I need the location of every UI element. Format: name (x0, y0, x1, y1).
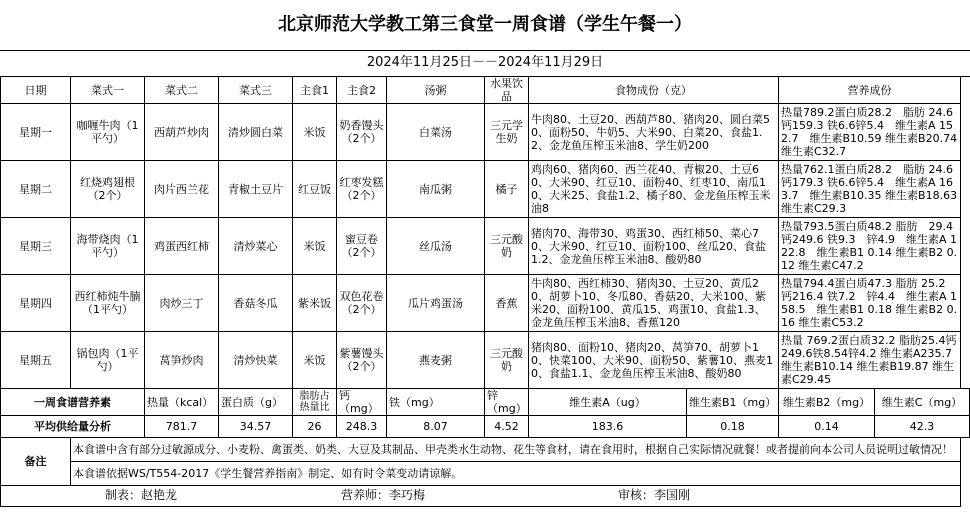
vitc-label: 维生素C（mg） (875, 389, 970, 416)
table-row (1, 218, 970, 275)
nutrition-cell: 热量793.5蛋白质48.2 脂肪 29.4 钙249.6 铁9.3 锌4.9 维生素A 122.8 维生素B1 0.14 维生素B2 0.12 维生素C47.2 (779, 218, 961, 275)
dish3-cell: 青椒土豆片 (219, 161, 293, 218)
soup-cell: 丝瓜汤 (387, 218, 485, 275)
dish1-cell: 锅包肉（1平勺） (71, 332, 145, 389)
dish2-cell: 肉炒三丁 (145, 275, 219, 332)
dietitian-signature: 营养师：李巧梅 (341, 488, 426, 502)
staple2-cell: 奶香馒头（2个） (337, 104, 387, 161)
dish1-cell: 海带烧肉（1平勺） (71, 218, 145, 275)
protein-label: 蛋白质（g） (219, 389, 293, 416)
dish2-cell: 西葫芦炒肉 (145, 104, 219, 161)
vita-value: 183.6 (529, 416, 687, 438)
nutrition-cell: 热量 769.2蛋白质32.2 脂肪25.4钙249.6铁8.54锌4.2 维生素A235.7 维生素B10.14 维生素B19.87 维生素C29.45 (779, 332, 961, 389)
staple1-cell: 米饭 (293, 332, 337, 389)
header-nutrition: 营养成份 (779, 77, 961, 104)
ingredients-cell: 牛肉80、西红柿30、猪肉30、土豆20、黄瓜20、胡萝卜10、冬瓜80、香菇20、大米100、紫米20、面粉100、黄瓜15、鸡蛋10、食盐1.3、金龙鱼压榨玉米油8、香蕉120 (529, 275, 779, 332)
ingredients-cell: 猪肉70、海带30、鸡蛋30、西红柿50、菜心70、大米90、红豆10、面粉100、丝瓜20、食盐1.2、金龙鱼压榨玉米油8、酸奶80 (529, 218, 779, 275)
calcium-label: 钙（mg） (337, 389, 387, 416)
header-soup: 汤粥 (387, 77, 485, 104)
calcium-value: 248.3 (337, 416, 387, 438)
header-staple1: 主食1 (293, 77, 337, 104)
vitb1-value: 0.18 (687, 416, 779, 438)
staple2-cell: 双色花卷（2个） (337, 275, 387, 332)
staple1-cell: 红豆饭 (293, 161, 337, 218)
day-cell: 星期二 (1, 161, 71, 218)
fruit-cell: 香蕉 (485, 275, 529, 332)
soup-cell: 南瓜粥 (387, 161, 485, 218)
soup-cell: 燕麦粥 (387, 332, 485, 389)
soup-cell: 瓜片鸡蛋汤 (387, 275, 485, 332)
header-row (1, 77, 970, 104)
staple1-cell: 米饭 (293, 218, 337, 275)
header-ingredients: 食物成份（克） (529, 77, 779, 104)
remarks-allergen: 本食谱中含有部分过敏源成分、小麦粉、禽蛋类、奶类、大豆及其制品、甲壳类水生动物、花生等食材，请在食用时，根据自己实际情况就餐！或者提前向本公司人员说明过敏情况！ (71, 438, 961, 462)
ingredients-cell: 牛肉80、土豆20、西葫芦80、猪肉20、圆白菜50、面粉50、牛奶5、大米90、白菜20、食盐1.2、金龙鱼压榨玉米油8、学生奶200 (529, 104, 779, 161)
zinc-value: 4.52 (485, 416, 529, 438)
table-row (1, 332, 970, 389)
header-day: 日期 (1, 77, 71, 104)
vita-label: 维生素A（ug） (529, 389, 687, 416)
date-range: 2024年11月25日－－2024年11月29日 (0, 50, 970, 77)
remarks-row-2 (1, 462, 970, 486)
day-cell: 星期一 (1, 104, 71, 161)
day-cell: 星期四 (1, 275, 71, 332)
vitc-value: 42.3 (875, 416, 970, 438)
dish3-cell: 清炒菜心 (219, 218, 293, 275)
energy-label: 热量（kcal） (145, 389, 219, 416)
vitb1-label: 维生素B1（mg） (687, 389, 779, 416)
dish2-cell: 鸡蛋西红柿 (145, 218, 219, 275)
iron-label: 铁（mg） (387, 389, 485, 416)
header-fruit: 水果饮品 (485, 77, 529, 104)
fat-label: 脂肪占热量比 (293, 389, 337, 416)
staple1-cell: 紫米饭 (293, 275, 337, 332)
table-row (1, 275, 970, 332)
zinc-label: 锌（mg） (485, 389, 529, 416)
ingredients-cell: 猪肉80、面粉10、猪肉20、莴笋70、胡萝卜10、快菜100、大米90、面粉50、紫薯10、燕麦10、食盐1.1、金龙鱼压榨玉米油8、酸奶80 (529, 332, 779, 389)
vitb2-value: 0.14 (779, 416, 875, 438)
header-dish3: 菜式三 (219, 77, 293, 104)
fruit-cell: 三元学生奶 (485, 104, 529, 161)
nutrition-cell: 热量789.2蛋白质28.2 脂肪 24.6钙159.3 铁6.6锌5.4 维生素A 152.7 维生素B10.59 维生素B20.74 维生素C32.7 (779, 104, 961, 161)
fruit-cell: 橘子 (485, 161, 529, 218)
maker-signature: 制表：赵艳龙 (105, 488, 178, 502)
fruit-cell: 三元酸奶 (485, 218, 529, 275)
dish3-cell: 香菇冬瓜 (219, 275, 293, 332)
summary-header-row (1, 389, 970, 416)
protein-value: 34.57 (219, 416, 293, 438)
day-cell: 星期五 (1, 332, 71, 389)
fruit-cell: 三元酸奶 (485, 332, 529, 389)
header-dish1: 菜式一 (71, 77, 145, 104)
remarks-label: 备注 (1, 438, 71, 486)
menu-table (0, 76, 970, 507)
signature-row (1, 486, 970, 507)
avg-label: 平均供给量分析 (1, 416, 145, 438)
table-row (1, 104, 970, 161)
remarks-row-1 (1, 438, 970, 462)
dish2-cell: 肉片西兰花 (145, 161, 219, 218)
dish3-cell: 清炒圆白菜 (219, 104, 293, 161)
vitb2-label: 维生素B2（mg） (779, 389, 875, 416)
header-staple2: 主食2 (337, 77, 387, 104)
dish1-cell: 红烧鸡翅根（2个） (71, 161, 145, 218)
staple1-cell: 米饭 (293, 104, 337, 161)
energy-value: 781.7 (145, 416, 219, 438)
dish1-cell: 西红柿炖牛腩（1平勺） (71, 275, 145, 332)
nutrition-cell: 热量762.1蛋白质28.2 脂肪 24.6钙179.3 铁6.6锌5.4 维生素A 163.7 维生素B10.35 维生素B18.63 维生素C29.3 (779, 161, 961, 218)
nutrition-cell: 热量794.4蛋白质47.3 脂肪 25.2 钙216.4 铁7.2 锌4.4 维生素A 158.5 维生素B1 0.18 维生素B2 0.16 维生素C53.2 (779, 275, 961, 332)
signature-cell (1, 486, 961, 507)
fat-value: 26 (293, 416, 337, 438)
dish2-cell: 莴笋炒肉 (145, 332, 219, 389)
summary-values-row (1, 416, 970, 438)
staple2-cell: 蜜豆卷（2个） (337, 218, 387, 275)
staple2-cell: 红枣发糕（2个） (337, 161, 387, 218)
dish3-cell: 清炒快菜 (219, 332, 293, 389)
table-row (1, 161, 970, 218)
reviewer-signature: 审核：李国刚 (618, 488, 691, 502)
header-dish2: 菜式二 (145, 77, 219, 104)
dish1-cell: 咖喱牛肉（1平勺） (71, 104, 145, 161)
remarks-basis: 本食谱依据WS/T554-2017《学生餐营养指南》制定、如有时令菜变动请谅解。 (71, 462, 961, 486)
day-cell: 星期三 (1, 218, 71, 275)
summary-label: 一周食谱营养素 (1, 389, 145, 416)
ingredients-cell: 鸡肉60、猪肉60、西兰花40、青椒20、土豆60、大米90、红豆10、面粉40、红枣10、南瓜10、大米25、食盐1.2、橘子80、金龙鱼压榨玉米油8 (529, 161, 779, 218)
page-title: 北京师范大学教工第三食堂一周食谱（学生午餐一） (0, 0, 970, 51)
staple2-cell: 紫薯馒头（2个） (337, 332, 387, 389)
iron-value: 8.07 (387, 416, 485, 438)
soup-cell: 白菜汤 (387, 104, 485, 161)
